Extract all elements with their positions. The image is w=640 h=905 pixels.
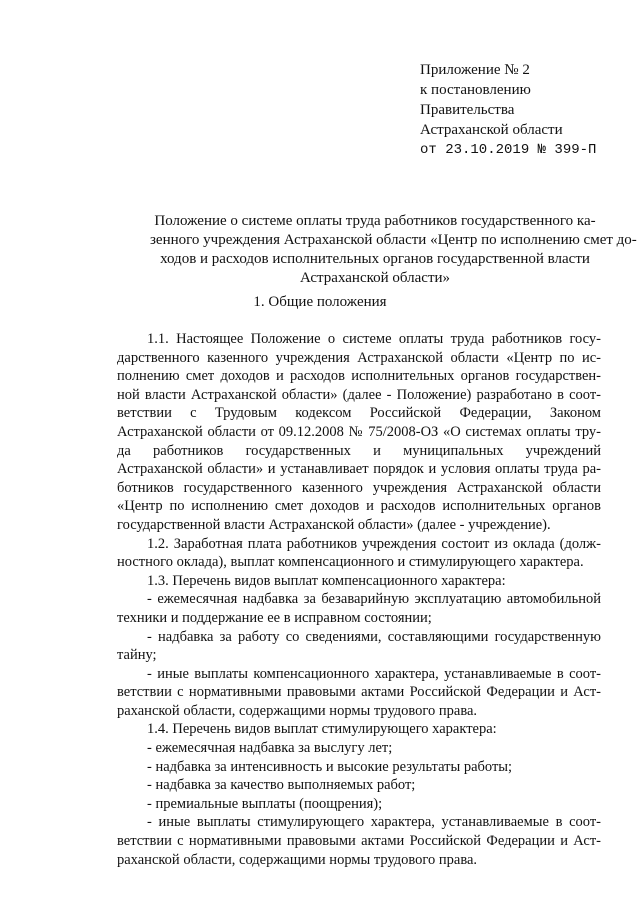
- body-line: - надбавка за интенсивность и высокие результаты работы;: [147, 758, 513, 775]
- body-line: - премиальные выплаты (поощрения);: [147, 795, 383, 812]
- body-line: полнению смет доходов и расходов исполнительных органов государствен-: [117, 368, 601, 385]
- title-line: Положение о системе оплаты труда работников государственного ка-: [154, 213, 596, 229]
- title-line: зенного учреждения Астраханской области «Центр по исполнению смет до-: [150, 232, 637, 248]
- body-line: тайну;: [117, 647, 157, 664]
- appendix-line: Правительства: [420, 102, 515, 118]
- body-line: - ежемесячная надбавка за выслугу лет;: [147, 740, 393, 757]
- body-line: 1.2. Заработная плата работников учреждения состоит из оклада (долж-: [147, 535, 601, 552]
- body-line: раханской области, содержащими нормы трудового права.: [117, 702, 478, 719]
- appendix-date-line: от 23.10.2019 № 399-П: [420, 142, 597, 158]
- appendix-line: Приложение № 2: [420, 62, 530, 78]
- body-line: 1.4. Перечень видов выплат стимулирующего характера:: [147, 721, 497, 738]
- body-line: техники и поддержание ее в исправном состоянии;: [117, 609, 432, 626]
- body-line: ботников государственного казенного учреждения Астраханской области: [117, 479, 601, 496]
- body-line: дарственного казенного учреждения Астраханской области «Центр по ис-: [117, 349, 601, 366]
- title-line: Астраханской области»: [299, 270, 451, 286]
- body-line: - надбавка за качество выполняемых работ;: [147, 777, 416, 794]
- body-line: Астраханской области от 09.12.2008 № 75/2008-ОЗ «О системах оплаты тру-: [117, 423, 601, 440]
- body-line: Астраханской области» и устанавливает порядок и условия оплаты труда ра-: [117, 461, 601, 478]
- body-line: да работников государственных и муниципальных учреждений: [117, 442, 601, 459]
- body-line: 1.3. Перечень видов выплат компенсационного характера:: [147, 572, 506, 589]
- title-line: ходов и расходов исполнительных органов государственной власти: [160, 251, 590, 267]
- body-line: ветствии с Трудовым кодексом Российской Федерации, Законом: [117, 405, 601, 422]
- body-line: ветствии с нормативными правовыми актами Российской Федерации и Аст-: [117, 684, 601, 701]
- section-heading: 1. Общие положения: [253, 294, 387, 310]
- body-line: ветствии с нормативными правовыми актами Российской Федерации и Аст-: [117, 833, 601, 850]
- body-line: - ежемесячная надбавка за безаварийную эксплуатацию автомобильной: [147, 591, 601, 608]
- body-line: ной власти Астраханской области» (далее - Положение) разработано в соот-: [117, 386, 601, 403]
- body-line: - иные выплаты стимулирующего характера, устанавливаемые в соот-: [147, 814, 601, 831]
- document-title: [150, 212, 637, 288]
- body-line: ностного оклада), выплат компенсационного и стимулирующего характера.: [117, 554, 584, 571]
- body-line: 1.1. Настоящее Положение о системе оплаты труда работников госу-: [147, 331, 601, 347]
- body-line: раханской области, содержащими нормы трудового права.: [117, 851, 478, 868]
- body-line: «Центр по исполнению смет доходов и расходов исполнительных органов: [117, 498, 601, 515]
- document-body: [117, 330, 601, 869]
- body-line: - надбавка за работу со сведениями, составляющими государственную: [147, 628, 601, 645]
- body-line: - иные выплаты компенсационного характера, устанавливаемые в соот-: [147, 665, 601, 682]
- appendix-line: к постановлению: [420, 82, 531, 98]
- appendix-line: Астраханской области: [420, 122, 563, 138]
- body-line: государственной власти Астраханской области» (далее - учреждение).: [117, 516, 551, 533]
- appendix-block: [420, 60, 630, 160]
